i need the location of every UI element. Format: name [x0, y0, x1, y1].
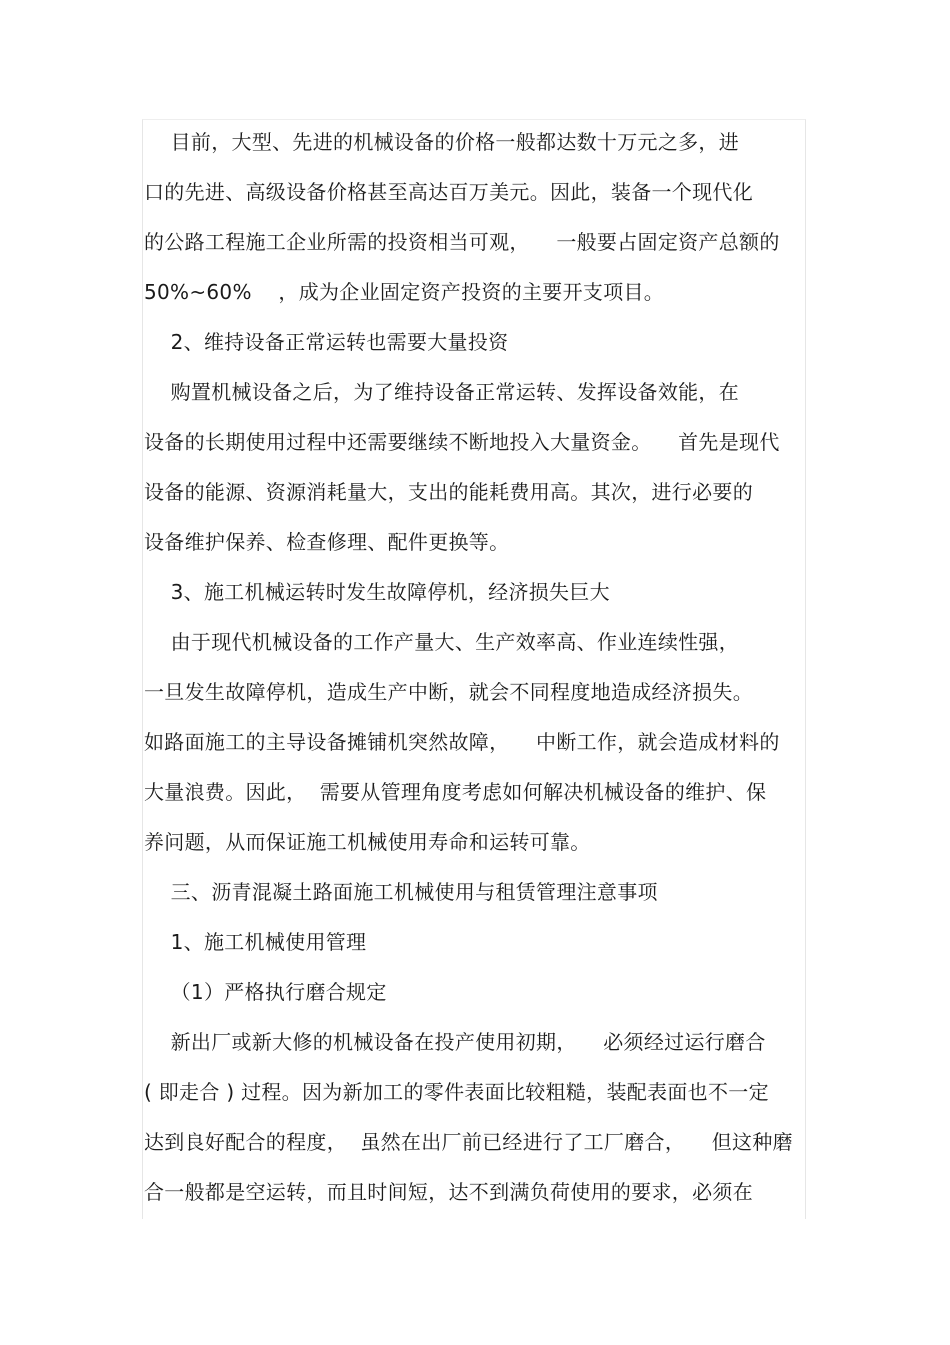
body-text-line: 购置机械设备之后，为了维持设备正常运转、发挥设备效能，在 — [144, 380, 740, 404]
body-text-line: 50%~60% ，成为企业固定资产投资的主要开支项目。 — [144, 280, 665, 304]
body-text-line: 达到良好配合的程度， 虽然在出厂前已经进行了工厂磨合， 但这种磨 — [144, 1130, 793, 1154]
body-text-line: 目前，大型、先进的机械设备的价格一般都达数十万元之多，进 — [144, 130, 740, 154]
body-text-line: 大量浪费。因此， 需要从管理角度考虑如何解决机械设备的维护、保 — [144, 780, 767, 804]
body-text-line: 设备维护保养、检查修理、配件更换等。 — [144, 530, 510, 554]
body-text-line: 设备的能源、资源消耗量大，支出的能耗费用高。其次，进行必要的 — [144, 480, 753, 504]
body-text-line: 新出厂或新大修的机械设备在投产使用初期， 必须经过运行磨合 — [144, 1030, 766, 1054]
body-text-line: ( 即走合 ) 过程。因为新加工的零件表面比较粗糙，装配表面也不一定 — [144, 1080, 769, 1104]
body-text-line: 口的先进、高级设备价格甚至高达百万美元。因此，装备一个现代化 — [144, 180, 753, 204]
subsection-heading: （1）严格执行磨合规定 — [144, 980, 387, 1004]
body-text-line: 合一般都是空运转，而且时间短，达不到满负荷使用的要求，必须在 — [144, 1180, 753, 1204]
body-text-line: 一旦发生故障停机，造成生产中断，就会不同程度地造成经济损失。 — [144, 680, 753, 704]
body-text-line: 养问题，从而保证施工机械使用寿命和运转可靠。 — [144, 830, 591, 854]
body-text-line: 设备的长期使用过程中还需要继续不断地投入大量资金。 首先是现代 — [144, 430, 780, 454]
section-heading: 3、施工机械运转时发生故障停机，经济损失巨大 — [144, 580, 610, 604]
body-text-line: 的公路工程施工企业所需的投资相当可观， 一般要占固定资产总额的 — [144, 230, 780, 254]
section-heading: 1、施工机械使用管理 — [144, 930, 367, 954]
section-heading: 2、维持设备正常运转也需要大量投资 — [144, 330, 509, 354]
chapter-heading: 三、沥青混凝土路面施工机械使用与租赁管理注意事项 — [144, 880, 658, 904]
body-text-line: 由于现代机械设备的工作产量大、生产效率高、作业连续性强， — [144, 630, 740, 654]
body-text-line: 如路面施工的主导设备摊铺机突然故障， 中断工作，就会造成材料的 — [144, 730, 780, 754]
